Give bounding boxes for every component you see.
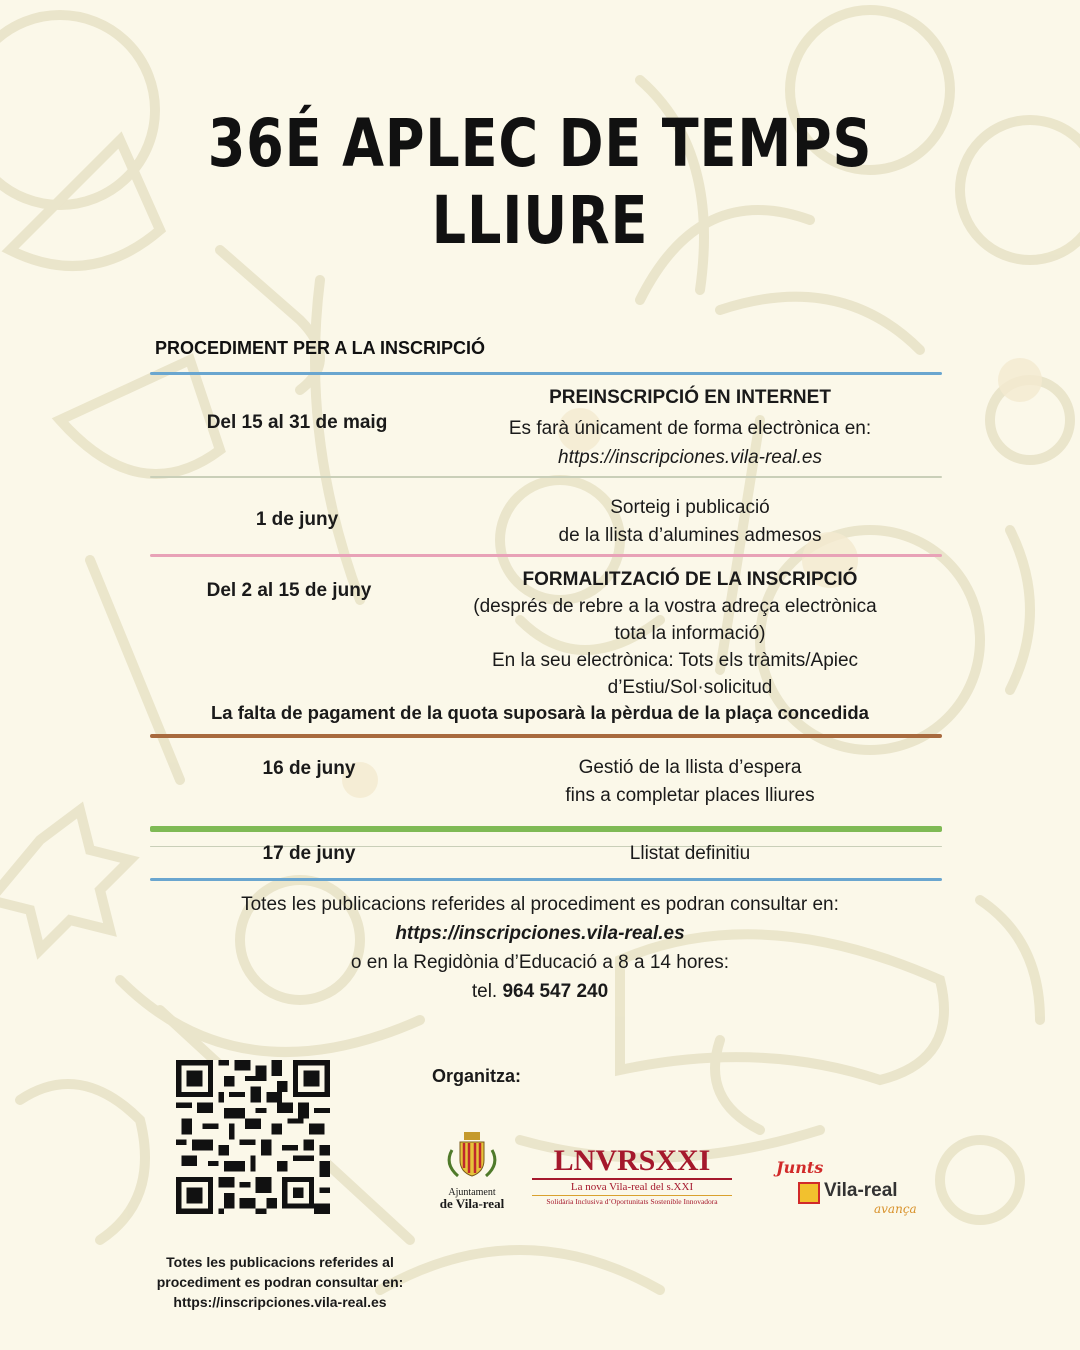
lnvrsxxi-logo-text: LNVRSXXI <box>553 1144 711 1177</box>
ajuntament-logo-text: Ajuntament <box>448 1187 496 1198</box>
registration-link[interactable]: https://inscripciones.vila-real.es <box>558 447 822 468</box>
row-heading: FORMALITZACIÓ DE LA INSCRIPCIÓ <box>522 569 858 590</box>
row-date: 1 de juny <box>255 509 339 530</box>
row-text: de la llista d’alumines admesos <box>558 525 822 546</box>
row-description <box>430 384 950 472</box>
row-date: 17 de juny <box>262 843 356 864</box>
phone-label: tel. <box>471 981 498 1002</box>
row-text: Llistat definitiu <box>629 843 751 864</box>
divider-top <box>150 372 942 375</box>
row-text: Sorteig i publicació <box>610 497 770 518</box>
footer-line: o en la Regidònia d’Educació a 8 a 14 hores: <box>350 952 730 973</box>
lnvrsxxi-logo <box>532 1146 732 1206</box>
row-date: 16 de juny <box>262 758 356 779</box>
divider-2 <box>150 554 942 557</box>
qr-caption-line: procediment es podran consultar en: <box>156 1274 404 1290</box>
qr-caption-link[interactable]: https://inscripciones.vila-real.es <box>173 1294 387 1310</box>
row-description <box>430 840 950 868</box>
divider-3 <box>150 734 942 738</box>
row-description <box>430 494 950 550</box>
row-heading: PREINSCRIPCIÓ EN INTERNET <box>549 387 831 408</box>
footer-line: Totes les publicacions referides al procediment es podran consultar en: <box>241 894 839 915</box>
payment-warning: La falta de pagament de la quota suposarà la pèrdua de la plaça concedida <box>211 702 869 723</box>
row-description <box>430 754 950 810</box>
coat-of-arms-icon <box>442 1130 502 1180</box>
lnvrsxxi-logo-subtitle: La nova Vila-real del s.XXI <box>532 1178 732 1193</box>
row-text: Gestió de la llista d’espera <box>578 757 802 778</box>
junts-logo-text: Junts <box>776 1158 824 1177</box>
footer-info <box>0 890 1080 1006</box>
qr-caption-line: Totes les publicacions referides al <box>166 1254 394 1270</box>
qr-code-icon[interactable] <box>176 1060 330 1214</box>
avanca-logo-text: avança <box>874 1202 917 1216</box>
phone-line <box>0 977 1080 1006</box>
vila-real-logo-icon <box>798 1182 820 1204</box>
row-text: tota la informació) <box>614 623 766 644</box>
organizer-label: Organitza: <box>432 1066 522 1086</box>
footer-link[interactable]: https://inscripciones.vila-real.es <box>395 923 685 944</box>
divider-1 <box>150 476 942 478</box>
ajuntament-logo-text: de Vila-real <box>439 1196 505 1211</box>
page-title: 36É APLEC DE TEMPS LLIURE <box>207 105 873 259</box>
row-text: fins a completar places lliures <box>565 785 815 806</box>
ajuntament-logo <box>432 1130 512 1220</box>
row-description <box>430 566 950 701</box>
vila-real-logo-text: Vila-real <box>824 1180 898 1201</box>
divider-4 <box>150 826 942 832</box>
lnvrsxxi-logo-tagline: Solidària Inclusiva d’Oportunitats Sostenible Innovadora <box>532 1195 732 1206</box>
row-text: En la seu electrònica: Tots els tràmits/Apiec <box>491 650 859 671</box>
phone-number[interactable]: 964 547 240 <box>502 981 609 1002</box>
junts-vila-real-logo <box>776 1158 936 1218</box>
row-text: Es farà únicament de forma electrònica en: <box>508 418 872 439</box>
row-date: Del 2 al 15 de juny <box>206 580 372 601</box>
divider-bottom <box>150 878 942 881</box>
qr-caption <box>95 1252 465 1312</box>
row-date: Del 15 al 31 de maig <box>206 412 388 433</box>
row-text: (després de rebre a la vostra adreça electrònica <box>473 596 877 617</box>
row-text: d’Estiu/Sol·solicitud <box>607 677 773 698</box>
section-title: PROCEDIMENT PER A LA INSCRIPCIÓ <box>155 338 486 358</box>
